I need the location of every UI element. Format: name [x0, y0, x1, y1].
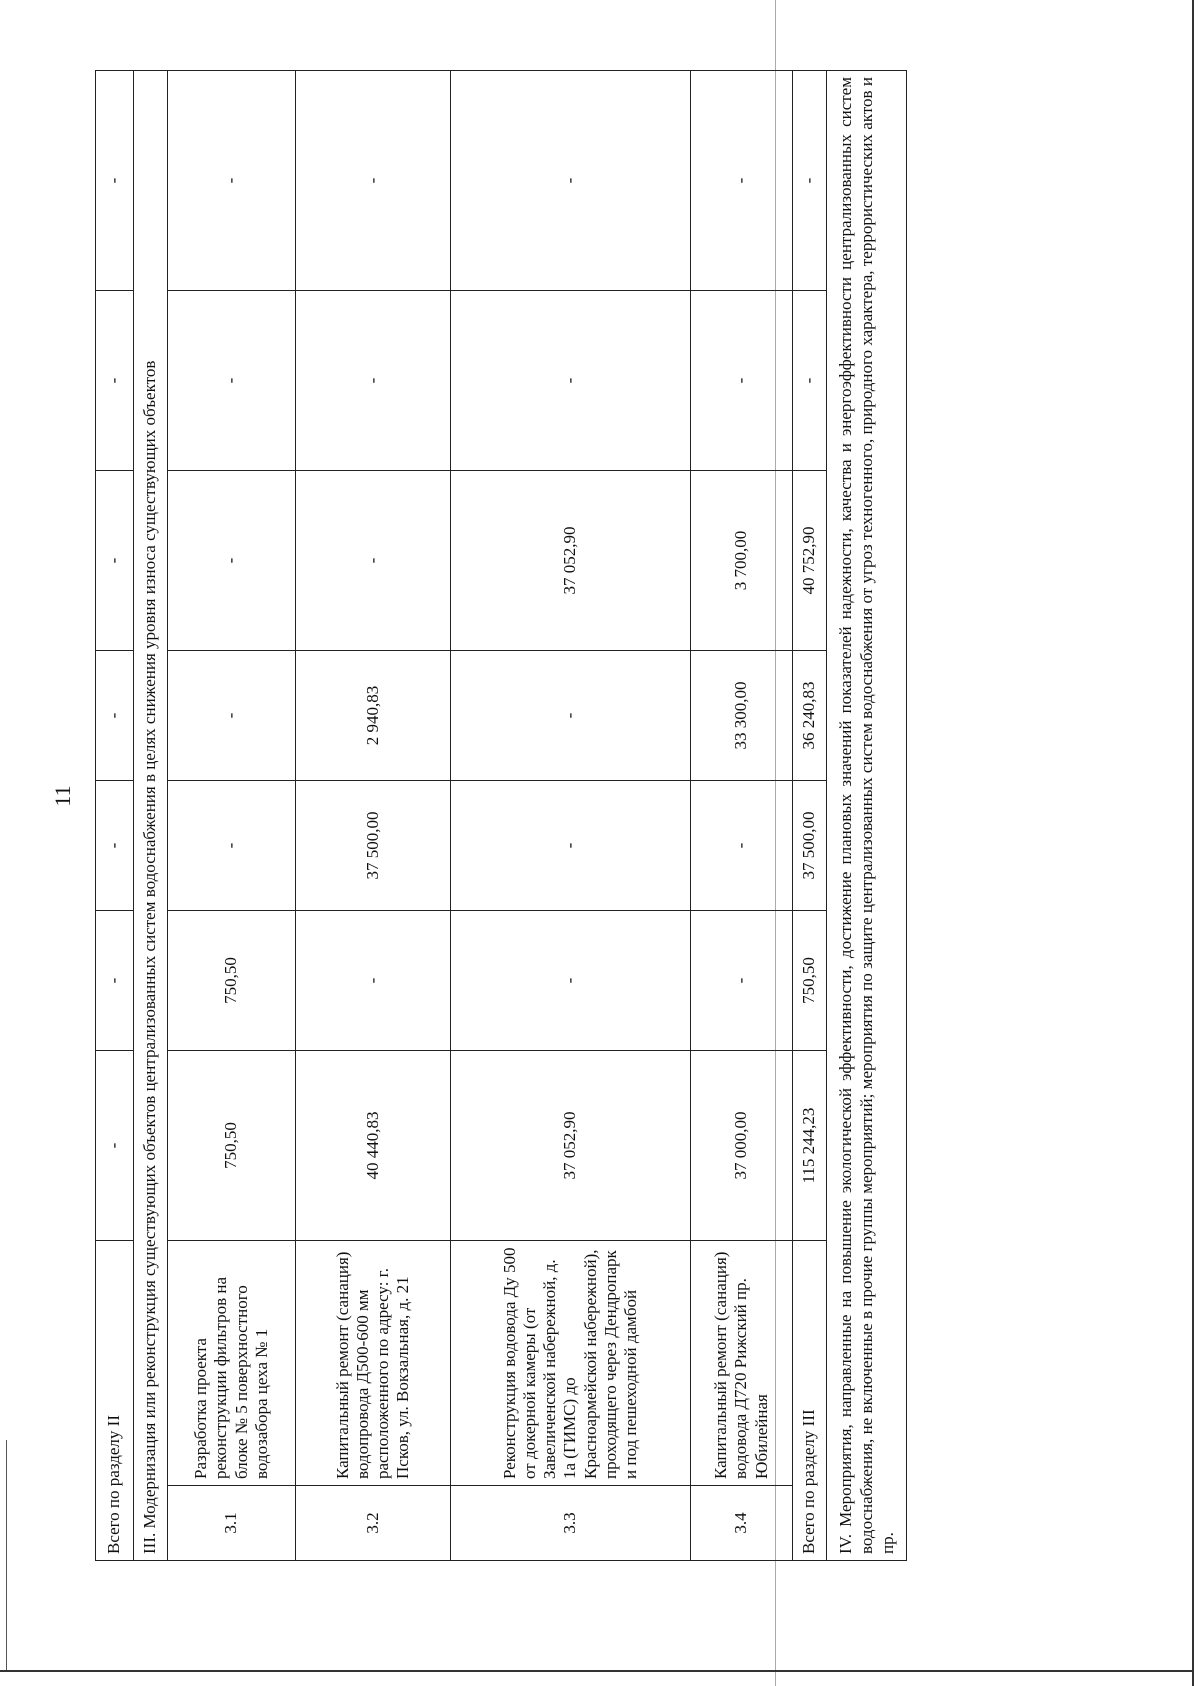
row-description: Капитальный ремонт (санация) водопровода Д500-600 мм расположенного по адресу: г. Псков, ул. Вокзальная, д. 21: [296, 1241, 451, 1486]
table-cell: -: [168, 71, 296, 291]
table-cell: -: [793, 291, 827, 471]
total-label: Всего по разделу III: [793, 1241, 827, 1561]
table-cell: -: [96, 1051, 134, 1241]
table-cell: -: [451, 291, 691, 471]
row-number: 3.1: [168, 1486, 296, 1561]
table-cell: 40 752,90: [793, 471, 827, 651]
table-cell: -: [793, 71, 827, 291]
table-cell: -: [168, 781, 296, 911]
table-cell: 40 440,83: [296, 1051, 451, 1241]
table-cell: -: [168, 471, 296, 651]
table-cell: -: [451, 781, 691, 911]
row-description: Реконструкция водовода Ду 500 от докерной камеры (от Завеличенской набережной, д. 1а (ГИМС) до Красноармейской набережной), проходящего через Дендропарк и под пешеходной дамбой: [451, 1241, 691, 1486]
row-number: 3.2: [296, 1486, 451, 1561]
table-cell: 115 244,23: [793, 1051, 827, 1241]
row-number: 3.3: [451, 1486, 691, 1561]
table-cell: 37 500,00: [793, 781, 827, 911]
table-cell: 37 052,90: [451, 1051, 691, 1241]
table-cell: -: [96, 471, 134, 651]
table-cell: -: [296, 291, 451, 471]
table-cell: 37 000,00: [691, 1051, 793, 1241]
section-3-title: III. Модернизация или реконструкция существующих объектов централизованных систем водоснабжения в целях снижения уровня износа существующих объектов: [134, 71, 168, 1561]
table-cell: 750,50: [168, 1051, 296, 1241]
table-cell: 750,50: [168, 911, 296, 1051]
table-cell: -: [451, 71, 691, 291]
table-cell: -: [296, 71, 451, 291]
section-4-header-row: [827, 71, 907, 1561]
table-cell: 37 500,00: [296, 781, 451, 911]
table-cell: -: [691, 911, 793, 1051]
table-cell: -: [96, 911, 134, 1051]
table-cell: -: [691, 291, 793, 471]
table-cell: -: [96, 71, 134, 291]
total-label: Всего по разделу II: [96, 1241, 134, 1561]
table-row: [168, 71, 296, 1561]
table-cell: -: [96, 291, 134, 471]
section-4-title: IV. Мероприятия, направленные на повышение экологической эффективности, достижение плановых значений показателей надежности, качества и энергоэффективности централизованных систем водоснабжения, не включенные в прочие группы мероприятий; мероприятия по защите централизованных систем водоснабжения от угроз техногенного, природного характера, террористических актов и пр.: [827, 71, 907, 1561]
row-description: Разработка проекта реконструкции фильтров на блоке № 5 поверхностного водозабора цеха № 1: [168, 1241, 296, 1486]
row-number: 3.4: [691, 1486, 793, 1561]
table-cell: -: [691, 71, 793, 291]
table-cell: -: [691, 781, 793, 911]
table-cell: -: [296, 471, 451, 651]
row-description: Капитальный ремонт (санация) водовода Д720 Рижский пр. Юбилейная: [691, 1241, 793, 1486]
table-cell: 2 940,83: [296, 651, 451, 781]
total-row-section-2: [96, 71, 134, 1561]
table-cell: 750,50: [793, 911, 827, 1051]
table-row: [691, 71, 793, 1561]
table-cell: -: [168, 291, 296, 471]
table-cell: -: [451, 651, 691, 781]
table-row: [296, 71, 451, 1561]
table-cell: 37 052,90: [451, 471, 691, 651]
table-cell: 3 700,00: [691, 471, 793, 651]
table-cell: -: [96, 781, 134, 911]
total-row-section-3: [793, 71, 827, 1561]
table-cell: 33 300,00: [691, 651, 793, 781]
table-cell: -: [296, 911, 451, 1051]
table-row: [451, 71, 691, 1561]
page-number: 11: [50, 785, 75, 807]
table-cell: 36 240,83: [793, 651, 827, 781]
section-3-header-row: [134, 71, 168, 1561]
table-cell: -: [96, 651, 134, 781]
investment-plan-table: [95, 70, 907, 1561]
table-cell: -: [451, 911, 691, 1051]
table-cell: -: [168, 651, 296, 781]
